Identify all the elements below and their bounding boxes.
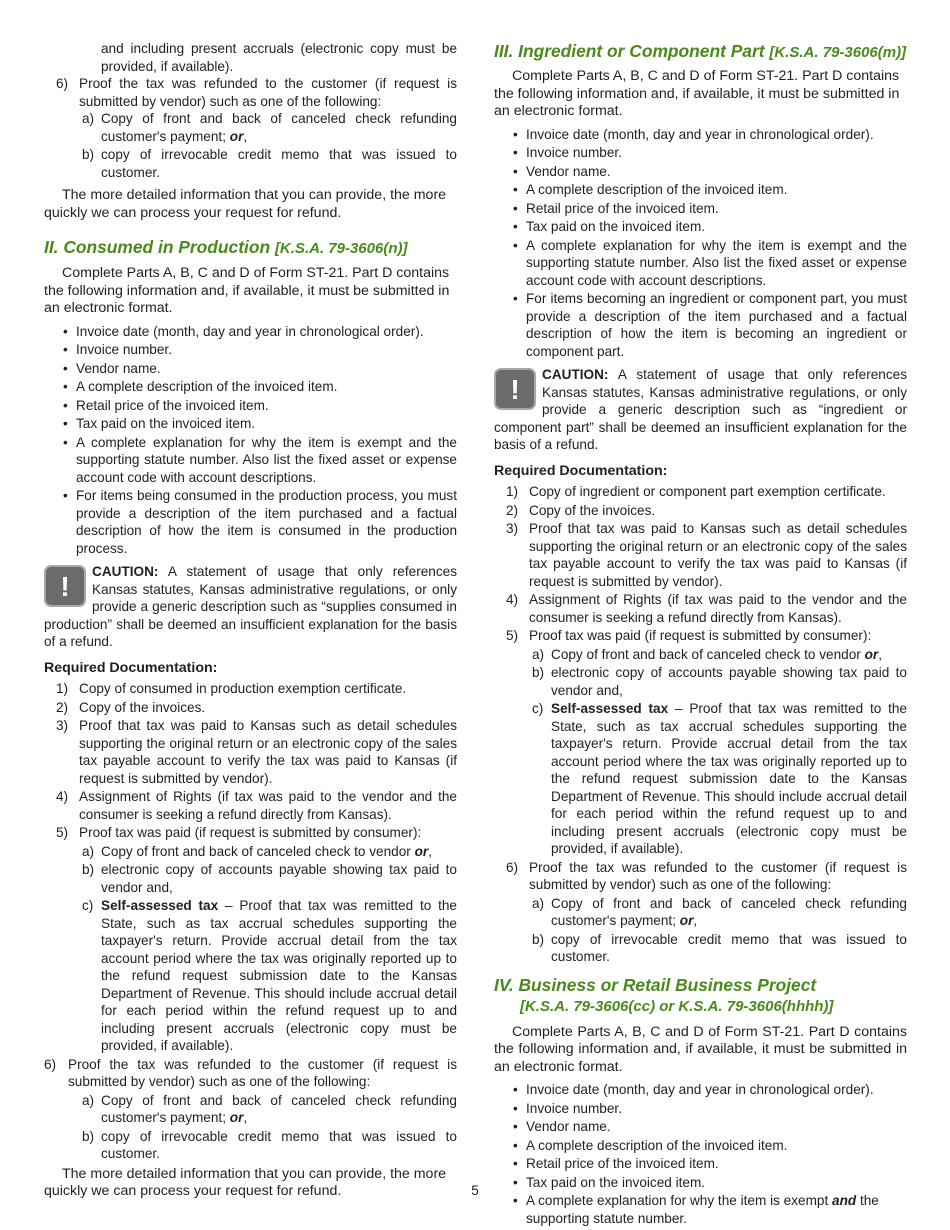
list-item bbox=[79, 843, 457, 861]
emphasis-or: or bbox=[864, 646, 879, 662]
section-intro: Complete Parts A, B, C and D of Form ST-21. Part D contains the following information and, if available, it must be submitted in an electronic format. bbox=[494, 68, 900, 119]
item-number: 3) bbox=[506, 521, 519, 536]
item-text: Copy of consumed in production exemption certificate. bbox=[79, 681, 407, 696]
emphasis-or: or bbox=[229, 1110, 244, 1125]
list-item bbox=[529, 700, 907, 858]
sub-list bbox=[79, 110, 457, 181]
item-text: the supporting statute number. bbox=[526, 1193, 879, 1226]
warning-icon: ! bbox=[494, 368, 536, 410]
self-assessed-label: Self-assessed tax bbox=[101, 898, 219, 913]
list-item: • For items being consumed in the production process, you must provide a description of the item purchased and a factual description of how the item is consumed in the production process. bbox=[44, 487, 457, 557]
item-number: 4) bbox=[56, 789, 69, 804]
item-letter: b) bbox=[532, 665, 545, 680]
list-item: • Retail price of the invoiced item. bbox=[494, 1155, 907, 1173]
required-docs-list-cont bbox=[494, 859, 907, 894]
list-item bbox=[79, 146, 457, 181]
item-letter: a) bbox=[82, 111, 95, 126]
emphasis-or: or bbox=[229, 128, 244, 144]
sub-list bbox=[529, 646, 907, 858]
required-documentation-heading: Required Documentation: bbox=[494, 462, 668, 479]
list-item bbox=[529, 931, 907, 966]
item-letter: b) bbox=[82, 1128, 95, 1144]
item-letter: c) bbox=[82, 898, 94, 913]
list-item bbox=[79, 110, 457, 145]
item-number: 1) bbox=[56, 681, 69, 696]
item-number: 5) bbox=[506, 628, 519, 643]
item-letter: a) bbox=[532, 646, 545, 662]
list-item bbox=[44, 717, 457, 787]
item-text: Proof that tax was paid to Kansas such as detail schedules supporting the original return or an electronic copy of the sales tax payable account to verify the tax was paid to Kansas (if request is submitted by vendor). bbox=[79, 718, 457, 786]
item-text: Assignment of Rights (if tax was paid to the vendor and the consumer is seeking a refund directly from Kansas). bbox=[79, 789, 457, 822]
item-number: 2) bbox=[506, 502, 519, 518]
caution-box bbox=[494, 366, 907, 454]
item-text: Assignment of Rights (if tax was paid to the vendor and the consumer is seeking a refund directly from Kansas). bbox=[529, 592, 907, 625]
item-number: 5) bbox=[56, 825, 69, 840]
item-letter: a) bbox=[532, 895, 545, 911]
list-item: • Invoice number. bbox=[494, 1100, 907, 1118]
item-text: Proof the tax was refunded to the customer (if request is submitted by vendor) such as one of the following: bbox=[529, 859, 907, 892]
list-item bbox=[529, 664, 907, 699]
sub-list bbox=[529, 895, 907, 966]
right-column bbox=[494, 40, 907, 1228]
list-item: • Invoice number. bbox=[494, 144, 907, 162]
caution-label: CAUTION: bbox=[542, 367, 609, 382]
punct: , bbox=[878, 646, 882, 662]
section-title: IV. Business or Retail Business Project bbox=[494, 974, 817, 995]
list-item: • Tax paid on the invoiced item. bbox=[494, 218, 907, 236]
item-text: Copy of front and back of canceled check refunding customer's payment; bbox=[101, 111, 457, 144]
item-text: copy of irrevocable credit memo that was issued to customer. bbox=[101, 1128, 457, 1161]
list-item: • Retail price of the invoiced item. bbox=[494, 200, 907, 218]
item-letter: b) bbox=[532, 931, 545, 947]
info-bullet-list bbox=[44, 323, 457, 558]
item-text: Proof the tax was refunded to the customer (if request is submitted by vendor) such as one of the following: bbox=[79, 76, 457, 109]
item-letter: b) bbox=[82, 147, 95, 162]
list-item bbox=[44, 1056, 457, 1091]
caution-box bbox=[44, 563, 457, 651]
list-item bbox=[494, 591, 907, 626]
item-text: Copy of the invoices. bbox=[529, 502, 656, 518]
section-intro: Complete Parts A, B, C and D of Form ST-21. Part D contains the following information and, if available, it must be submitted in an electronic format. bbox=[44, 265, 450, 316]
caution-text: A statement of usage that only references Kansas statutes, Kansas administrative regulations, or only provide a generic description such as “supplies consumed in production” shall be deemed an insufficient explanation for the basis of a refund. bbox=[44, 564, 457, 649]
item-text: Copy of the invoices. bbox=[79, 699, 206, 715]
section-heading-business-project bbox=[494, 974, 907, 1018]
item-letter: c) bbox=[532, 701, 544, 716]
punct: , bbox=[693, 913, 698, 928]
required-docs-list bbox=[44, 680, 457, 842]
list-item bbox=[494, 502, 907, 520]
item-number: 6) bbox=[506, 859, 519, 875]
warning-icon: ! bbox=[44, 565, 86, 607]
statute-reference: [K.S.A. 79-3606(m)] bbox=[769, 44, 907, 61]
list-item: • Vendor name. bbox=[494, 1118, 907, 1136]
item-number: 2) bbox=[56, 699, 69, 715]
list-item bbox=[494, 520, 907, 590]
item-text: Copy of front and back of canceled check to vendor bbox=[101, 843, 415, 859]
list-item: • Vendor name. bbox=[494, 163, 907, 181]
required-documentation-heading: Required Documentation: bbox=[44, 659, 218, 676]
statute-reference: [K.S.A. 79-3606(cc) or K.S.A. 79-3606(hhhh)] bbox=[520, 997, 834, 1015]
section-title: II. Consumed in Production bbox=[44, 237, 271, 257]
list-item bbox=[44, 788, 457, 823]
list-item bbox=[44, 824, 457, 842]
list-item: • A complete explanation for why the item is exempt and the supporting statute number. Also list the fixed asset or expense account code with account descriptions. bbox=[44, 434, 457, 487]
item-letter: a) bbox=[82, 843, 95, 859]
list-item bbox=[79, 1092, 457, 1127]
item-text: copy of irrevocable credit memo that was issued to customer. bbox=[551, 931, 907, 964]
section-heading-ingredient-component bbox=[494, 40, 907, 64]
emphasis-or: or bbox=[414, 843, 429, 859]
item-text: Copy of ingredient or component part exemption certificate. bbox=[529, 484, 886, 499]
list-item: • Retail price of the invoiced item. bbox=[44, 397, 457, 415]
item-text: – Proof that tax was remitted to the State, such as tax accrual schedules supporting the taxpayer's return. Provide accrual detail from the tax account period where the tax was originally reported up to the refund request submission date to the Kansas Department of Revenue. This should include accrual detail for each period within the refund request up to and including present accruals (electronic copy must be provided, if available). bbox=[551, 701, 907, 856]
item-text: – Proof that tax was remitted to the State, such as tax accrual schedules supporting the taxpayer's return. Provide accrual detail from the tax account period where the tax was originally reported up to the refund request submission date to the Kansas Department of Revenue. This should include accrual detail for each period within the refund request up to and including present accruals (electronic copy must be provided, if available). bbox=[101, 898, 457, 1053]
item-letter: a) bbox=[82, 1092, 95, 1108]
punct: , bbox=[243, 128, 248, 144]
closing-paragraph: The more detailed information that you can provide, the more quickly we can process your request for refund. bbox=[44, 1165, 447, 1199]
item-text: copy of irrevocable credit memo that was issued to customer. bbox=[101, 147, 457, 180]
item-text: Copy of front and back of canceled check to vendor bbox=[551, 646, 865, 662]
left-column bbox=[44, 40, 457, 1201]
item-text: Copy of front and back of canceled check refunding customer's payment; bbox=[101, 1092, 457, 1125]
list-item bbox=[44, 680, 457, 698]
list-item: • A complete description of the invoiced item. bbox=[494, 1137, 907, 1155]
info-bullet-list bbox=[494, 126, 907, 361]
statute-reference: [K.S.A. 79-3606(n)] bbox=[274, 240, 408, 257]
list-item bbox=[494, 859, 907, 894]
section-title: III. Ingredient or Component Part bbox=[494, 41, 765, 61]
self-assessed-label: Self-assessed tax bbox=[551, 701, 669, 716]
list-item bbox=[44, 75, 457, 181]
list-item: • Invoice date (month, day and year in chronological order). bbox=[44, 323, 457, 341]
list-item: • Tax paid on the invoiced item. bbox=[44, 415, 457, 433]
list-item: • Invoice date (month, day and year in chronological order). bbox=[494, 126, 907, 144]
required-docs-list bbox=[494, 483, 907, 645]
page-number: 5 bbox=[471, 1183, 479, 1198]
list-item bbox=[494, 483, 907, 501]
list-item: • Vendor name. bbox=[44, 360, 457, 378]
section-intro: Complete Parts A, B, C and D of Form ST-21. Part D contains the following information and, if available, it must be submitted in an electronic format. bbox=[494, 1023, 907, 1075]
punct: , bbox=[428, 843, 432, 859]
item-text: electronic copy of accounts payable showing tax paid to vendor and, bbox=[551, 665, 907, 698]
item-text: A complete explanation for why the item is exempt bbox=[526, 1193, 833, 1208]
list-item: • A complete explanation for why the item is exempt and the supporting statute number. Also list the fixed asset or expense account code with account descriptions. bbox=[494, 237, 907, 290]
item-number: 4) bbox=[506, 592, 519, 607]
section-heading-consumed-in-production bbox=[44, 236, 457, 260]
caution-label: CAUTION: bbox=[92, 564, 159, 579]
required-docs-list-cont bbox=[44, 1056, 457, 1091]
emphasis-and: and bbox=[832, 1193, 857, 1208]
item-text: Copy of front and back of canceled check refunding customer's payment; bbox=[551, 895, 907, 928]
item-text: Proof the tax was refunded to the customer (if request is submitted by vendor) such as one of the following: bbox=[68, 1056, 457, 1089]
punct: , bbox=[243, 1110, 248, 1125]
item-letter: b) bbox=[82, 862, 95, 877]
list-item: • A complete description of the invoiced item. bbox=[494, 181, 907, 199]
item-number: 6) bbox=[56, 76, 69, 91]
list-item: • Invoice number. bbox=[44, 341, 457, 359]
item-number: 1) bbox=[506, 484, 519, 499]
closing-paragraph: The more detailed information that you can provide, the more quickly we can process your request for refund. bbox=[44, 187, 447, 221]
caution-text: A statement of usage that only references Kansas statutes, Kansas administrative regulations, or only provide a generic description such as “ingredient or component part” shall be deemed an insufficient explanation for the basis of a refund. bbox=[494, 367, 907, 452]
list-item bbox=[494, 627, 907, 645]
list-item bbox=[529, 895, 907, 930]
info-bullet-list bbox=[494, 1081, 907, 1191]
list-item bbox=[79, 861, 457, 896]
list-item: • Tax paid on the invoiced item. bbox=[494, 1174, 907, 1192]
emphasis-or: or bbox=[679, 913, 694, 928]
sub-list bbox=[79, 843, 457, 1055]
list-item: • Invoice date (month, day and year in chronological order). bbox=[494, 1081, 907, 1099]
list-item: • A complete description of the invoiced item. bbox=[44, 378, 457, 396]
list-item bbox=[79, 897, 457, 1055]
list-item bbox=[79, 1128, 457, 1163]
item-text: Proof tax was paid (if request is submitted by consumer): bbox=[79, 825, 422, 840]
continued-text: and including present accruals (electronic copy must be provided, if available). bbox=[101, 41, 457, 74]
continued-list bbox=[44, 75, 457, 181]
item-text: electronic copy of accounts payable showing tax paid to vendor and, bbox=[101, 862, 457, 895]
item-text: Proof that tax was paid to Kansas such as detail schedules supporting the original return or an electronic copy of the sales tax payable account to verify the tax was paid to Kansas (if request is submitted by vendor). bbox=[529, 521, 907, 589]
list-item bbox=[44, 699, 457, 717]
item-text: Proof tax was paid (if request is submitted by consumer): bbox=[529, 628, 872, 643]
list-item: • For items becoming an ingredient or component part, you must provide a description of the item purchased and a factual description of how the item is becoming an ingredient or component part. bbox=[494, 290, 907, 360]
item-number: 3) bbox=[56, 718, 69, 733]
sub-list bbox=[79, 1092, 457, 1163]
list-item bbox=[529, 646, 907, 664]
item-number: 6) bbox=[44, 1056, 57, 1072]
